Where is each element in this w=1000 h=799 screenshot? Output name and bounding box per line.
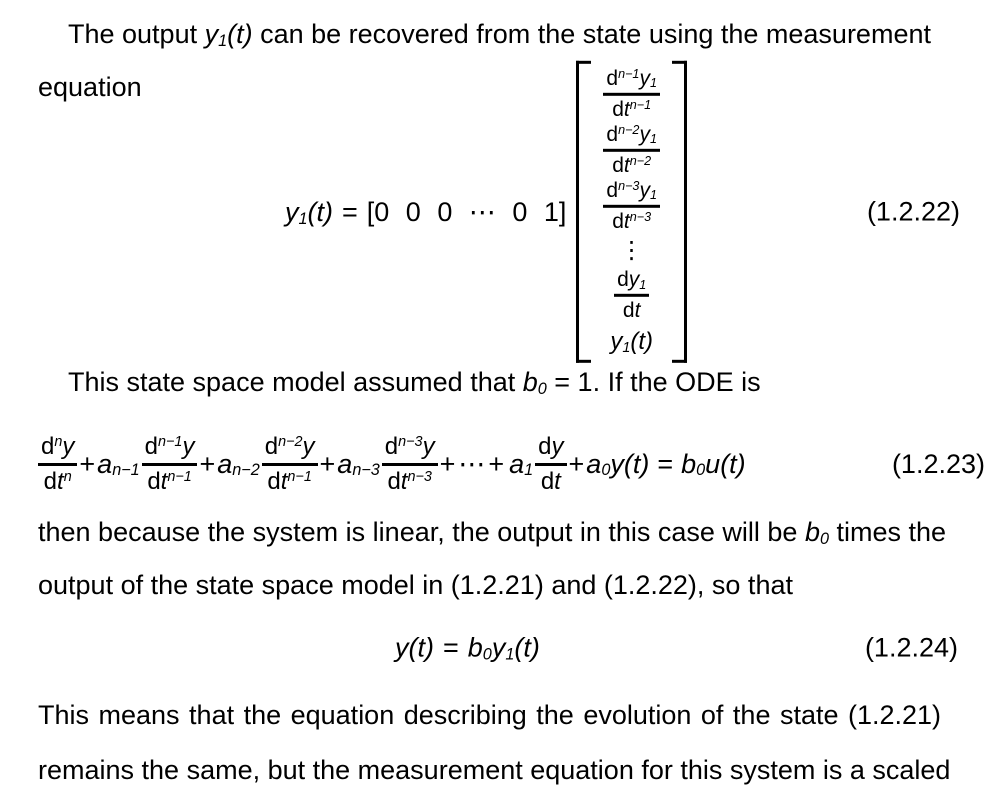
d-operator: d bbox=[540, 467, 555, 495]
d-operator: d bbox=[612, 210, 624, 234]
subscript: 1 bbox=[649, 132, 657, 147]
coefficient bbox=[337, 449, 380, 480]
equation-number: (1.2.24) bbox=[864, 632, 958, 663]
superscript: n−3 bbox=[629, 210, 652, 225]
subscript: 1 bbox=[505, 645, 515, 664]
d-operator: d bbox=[144, 433, 159, 461]
subscript: 1 bbox=[639, 277, 647, 292]
denominator bbox=[620, 300, 644, 322]
fraction-bar bbox=[535, 463, 566, 466]
superscript: n bbox=[63, 468, 72, 485]
text-line: output of the state space model in (1.2.21) and (1.2.22), so that bbox=[38, 570, 793, 600]
text-run: The output bbox=[68, 19, 205, 49]
d-operator: d bbox=[612, 97, 624, 121]
superscript: n bbox=[54, 434, 63, 451]
math-var: t bbox=[623, 153, 630, 177]
fraction-bar bbox=[262, 463, 318, 466]
term-a0y bbox=[586, 449, 649, 480]
math-var: y bbox=[302, 433, 315, 461]
denominator bbox=[538, 469, 564, 494]
d-operator: d bbox=[43, 467, 58, 495]
math-var: t bbox=[634, 299, 641, 323]
numerator bbox=[603, 124, 660, 146]
superscript: n−2 bbox=[278, 434, 303, 451]
subscript: 0 bbox=[819, 529, 829, 548]
math-var: a bbox=[509, 448, 525, 479]
equation-1-2-22 bbox=[0, 66, 1000, 356]
math-var-b0: b bbox=[522, 367, 538, 397]
d-operator: d bbox=[606, 122, 619, 146]
superscript: n−1 bbox=[167, 468, 192, 485]
math-arg: (t) bbox=[227, 19, 253, 49]
numerator bbox=[382, 434, 438, 459]
math-var: u bbox=[705, 448, 721, 479]
subscript: 1 bbox=[524, 461, 534, 480]
math-var: t bbox=[623, 97, 630, 121]
math-var-y1: y bbox=[285, 196, 299, 227]
subscript: n−3 bbox=[352, 461, 380, 480]
equals-sign: = bbox=[442, 632, 459, 663]
math-arg: (t) bbox=[307, 196, 333, 227]
math-var: t bbox=[623, 210, 630, 234]
numerator bbox=[603, 180, 660, 202]
math-var: y bbox=[639, 122, 650, 146]
fraction-row bbox=[603, 68, 660, 121]
fraction-bar bbox=[382, 463, 438, 466]
d-operator: d bbox=[538, 433, 552, 461]
text-line: This means that the equation describing the evolution of the state (1.2.21) bbox=[38, 700, 942, 730]
fraction bbox=[38, 434, 77, 493]
d-operator: d bbox=[606, 179, 619, 202]
math-var: a bbox=[586, 448, 602, 479]
superscript: n−1 bbox=[618, 66, 640, 81]
math-var: y bbox=[628, 268, 640, 292]
math-var: y bbox=[182, 433, 195, 461]
math-var-b0: b bbox=[804, 517, 820, 547]
math-arg: (t) bbox=[720, 448, 746, 479]
numerator bbox=[262, 434, 318, 459]
equation-number: (1.2.23) bbox=[891, 448, 985, 479]
left-bracket bbox=[576, 61, 591, 363]
math-var: t bbox=[160, 467, 168, 495]
math-var-y1: y bbox=[610, 328, 623, 356]
plus-operator: + bbox=[199, 448, 216, 479]
math-var-y1: y bbox=[204, 19, 219, 49]
d-operator: d bbox=[41, 433, 55, 461]
subscript: 1 bbox=[649, 188, 657, 203]
subscript: 1 bbox=[218, 31, 228, 50]
d-operator: d bbox=[622, 299, 635, 323]
superscript: n−2 bbox=[629, 154, 652, 169]
math-var-b0: b bbox=[467, 632, 483, 663]
math-var: t bbox=[57, 467, 64, 495]
math-var: y bbox=[610, 448, 624, 479]
fraction bbox=[535, 434, 566, 493]
matrix-last-entry bbox=[610, 325, 653, 356]
plus-operator: + bbox=[79, 448, 96, 479]
math-var: y bbox=[551, 433, 564, 461]
term-b0u bbox=[681, 449, 746, 480]
math-var-y: y bbox=[395, 632, 409, 663]
paragraph-linear bbox=[38, 506, 962, 612]
math-var: b bbox=[681, 448, 697, 479]
vertical-ellipsis: ⋮ bbox=[619, 237, 644, 265]
math-var: y bbox=[639, 179, 650, 202]
numerator bbox=[603, 68, 660, 90]
paragraph-assumption bbox=[38, 356, 962, 409]
denominator bbox=[609, 99, 654, 121]
superscript: n−1 bbox=[629, 97, 652, 112]
subscript: 1 bbox=[649, 76, 657, 91]
fraction bbox=[262, 434, 318, 493]
d-operator: d bbox=[606, 66, 619, 90]
coefficient bbox=[509, 449, 533, 480]
math-var: a bbox=[337, 448, 353, 479]
plus-ellipsis-operator: +⋯+ bbox=[439, 448, 508, 479]
text-line bbox=[38, 8, 962, 61]
subscript: 1 bbox=[622, 339, 631, 356]
numerator bbox=[535, 434, 566, 459]
superscript: n−1 bbox=[287, 468, 312, 485]
subscript: 1 bbox=[298, 209, 308, 228]
math-arg: (t) bbox=[623, 448, 650, 479]
text-line: remains the same, but the measurement equation for this system is a scaled bbox=[38, 755, 951, 785]
denominator bbox=[144, 469, 194, 494]
plus-operator: + bbox=[319, 448, 336, 479]
paragraph-conclusion bbox=[38, 688, 962, 798]
text-line bbox=[38, 506, 962, 559]
math-var: y bbox=[62, 433, 75, 461]
math-var: t bbox=[280, 467, 288, 495]
denominator bbox=[41, 469, 75, 494]
fraction-bar bbox=[603, 149, 660, 152]
denominator bbox=[609, 211, 654, 233]
text-line: equation bbox=[38, 72, 142, 102]
math-arg: (t) bbox=[630, 328, 653, 356]
math-var: a bbox=[217, 448, 233, 479]
math-arg: (t) bbox=[408, 632, 434, 663]
d-operator: d bbox=[264, 433, 279, 461]
fraction-row bbox=[603, 124, 660, 177]
text-run: This state space model assumed that bbox=[68, 367, 523, 397]
math-var: y bbox=[422, 433, 435, 461]
eq24-body bbox=[395, 633, 540, 664]
text-run: can be recovered from the state using the measurement bbox=[252, 19, 931, 49]
denominator bbox=[384, 469, 434, 494]
text-run: = 1. If the ODE is bbox=[546, 367, 761, 397]
d-operator: d bbox=[617, 268, 629, 292]
math-var: t bbox=[554, 467, 561, 495]
right-bracket bbox=[672, 61, 687, 363]
subscript: 0 bbox=[537, 379, 547, 398]
superscript: n−3 bbox=[407, 468, 432, 485]
text-run: then because the system is linear, the output in this case will be bbox=[38, 517, 805, 547]
subscript: n−1 bbox=[112, 461, 140, 480]
numerator bbox=[142, 434, 198, 459]
coefficient bbox=[217, 449, 260, 480]
fraction-row bbox=[603, 180, 660, 233]
equals-sign: = bbox=[657, 448, 674, 479]
math-arg: (t) bbox=[514, 632, 540, 663]
fraction-row bbox=[614, 269, 649, 322]
d-operator: d bbox=[147, 467, 161, 495]
denominator bbox=[609, 155, 654, 177]
eq22-lhs bbox=[285, 197, 333, 228]
state-column-vector bbox=[576, 61, 687, 363]
equals-sign: = bbox=[342, 196, 358, 227]
superscript: n−2 bbox=[618, 122, 640, 137]
fraction bbox=[142, 434, 198, 493]
numerator bbox=[614, 269, 649, 291]
superscript: n−3 bbox=[618, 179, 640, 194]
text-line bbox=[38, 356, 962, 409]
subscript: 0 bbox=[696, 461, 706, 480]
math-var-y1: y bbox=[491, 632, 506, 663]
plus-operator: + bbox=[568, 448, 585, 479]
denominator bbox=[264, 469, 314, 494]
fraction-bar bbox=[603, 205, 660, 208]
fraction-bar bbox=[38, 463, 77, 466]
equation-1-2-23 bbox=[38, 420, 985, 508]
superscript: n−3 bbox=[398, 434, 423, 451]
fraction bbox=[382, 434, 438, 493]
text-run: times the bbox=[828, 517, 947, 547]
row-vector: [0 0 0 ⋯ 0 1] bbox=[366, 196, 567, 227]
d-operator: d bbox=[384, 433, 399, 461]
superscript: n−1 bbox=[158, 434, 183, 451]
numerator bbox=[38, 434, 77, 459]
d-operator: d bbox=[387, 467, 401, 495]
math-var: a bbox=[97, 448, 113, 479]
subscript: 0 bbox=[482, 645, 492, 664]
math-var: t bbox=[400, 467, 408, 495]
matrix-column bbox=[591, 61, 672, 363]
d-operator: d bbox=[612, 153, 624, 177]
eq22-body bbox=[285, 61, 687, 363]
subscript: n−2 bbox=[232, 461, 260, 480]
d-operator: d bbox=[267, 467, 281, 495]
fraction-bar bbox=[142, 463, 198, 466]
coefficient bbox=[97, 449, 140, 480]
subscript: 0 bbox=[601, 461, 611, 480]
equation-number: (1.2.22) bbox=[866, 196, 960, 227]
fraction-bar bbox=[614, 294, 649, 297]
fraction-bar bbox=[603, 93, 660, 96]
math-var: y bbox=[639, 66, 650, 90]
equation-1-2-24 bbox=[0, 622, 1000, 674]
